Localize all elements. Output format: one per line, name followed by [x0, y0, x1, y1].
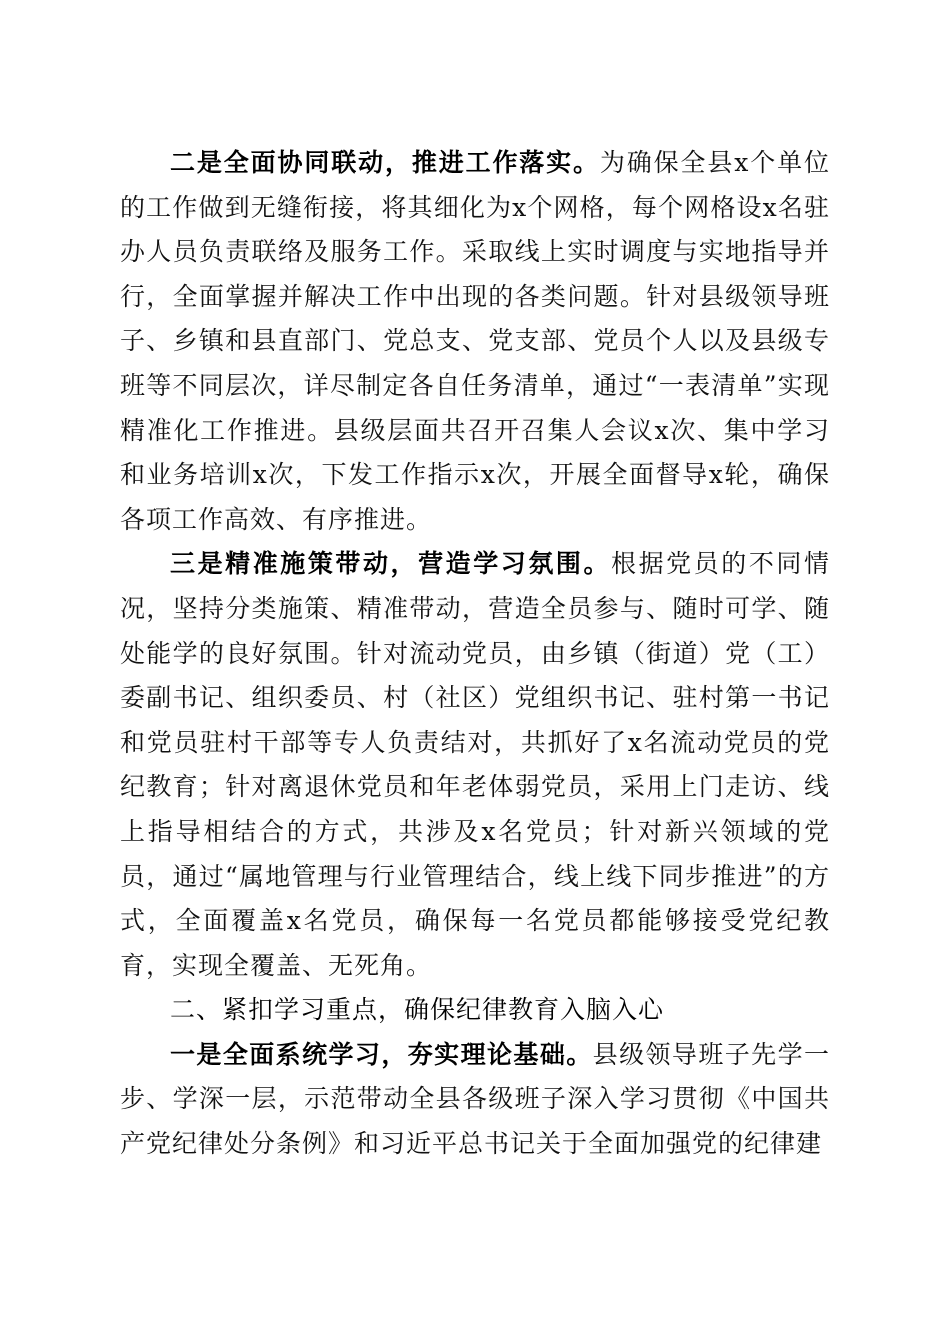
document-body	[120, 141, 830, 1167]
paragraph-lead-precision: 三是精准施策带动，营造学习氛围。	[170, 549, 612, 579]
paragraph-coordination	[120, 141, 830, 542]
paragraph-text-precision: 根据党员的不同情况，坚持分类施策、精准带动，营造全员参与、随时可学、随处能学的良好氛围。针对流动党员，由乡镇（街道）党（工）委副书记、组织委员、村（社区）党组织书记、驻村第一书记和党员驻村干部等专人负责结对，共抓好了x名流动党员的党纪教育；针对离退休党员和年老体弱党员，采用上门走访、线上指导相结合的方式，共涉及x名党员；针对新兴领域的党员，通过“属地管理与行业管理结合，线上线下同步推进”的方式，全面覆盖x名党员，确保每一名党员都能够接受党纪教育，实现全覆盖、无死角。	[120, 549, 830, 980]
section-heading: 二、紧扣学习重点，确保纪律教育入脑入心	[170, 995, 665, 1025]
paragraph-study	[120, 1033, 830, 1167]
paragraph-precision	[120, 542, 830, 988]
paragraph-text-study: 县级领导班子先学一步、学深一层，示范带动全县各级班子深入学习贯彻《中国共产党纪律处分条例》和习近平总书记关于全面加强党的纪律建	[120, 1039, 830, 1159]
paragraph-text-coordination: 为确保全县x个单位的工作做到无缝衔接，将其细化为x个网格，每个网格设x名驻办人员负责联络及服务工作。采取线上实时调度与实地指导并行，全面掌握并解决工作中出现的各类问题。针对县级领导班子、乡镇和县直部门、党总支、党支部、党员个人以及县级专班等不同层次，详尽制定各自任务清单，通过“一表清单”实现精准化工作推进。县级层面共召开召集人会议x次、集中学习和业务培训x次，下发工作指示x次，开展全面督导x轮，确保各项工作高效、有序推进。	[120, 148, 830, 534]
paragraph-lead-study: 一是全面系统学习，夯实理论基础。	[170, 1039, 593, 1069]
paragraph-lead-coordination: 二是全面协同联动，推进工作落实。	[170, 148, 600, 177]
